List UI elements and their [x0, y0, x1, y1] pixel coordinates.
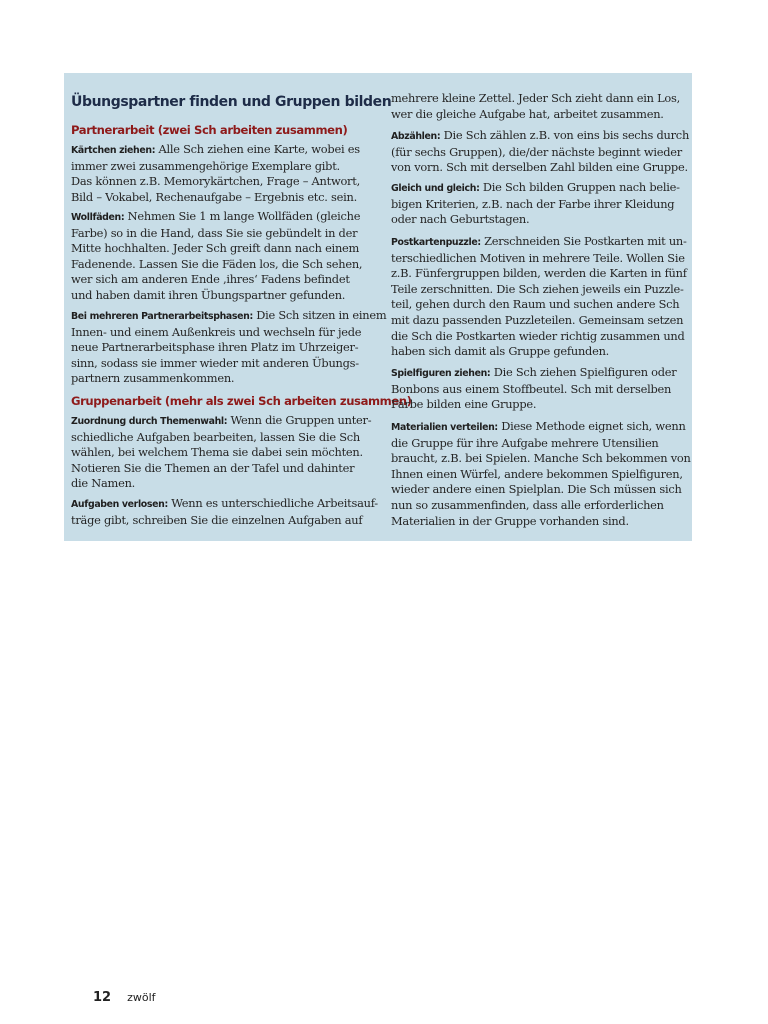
- gruppenarbeit-heading: Gruppenarbeit (mehr als zwei Sch arbeiten zusammen): [71, 394, 412, 408]
- term-label: Gleich und gleich:: [391, 183, 480, 194]
- paragraph-wollfaeden: [71, 209, 373, 304]
- term-text: Die Sch ziehen Spielfiguren oder: [490, 365, 677, 379]
- page-number-word: zwölf: [127, 991, 156, 1004]
- text-line: Fadenende. Lassen Sie die Fäden los, die Sch sehen,: [71, 256, 363, 271]
- text-line: die Gruppe für ihre Aufgabe mehrere Utensilien: [391, 435, 659, 450]
- text-line: die Namen.: [71, 476, 136, 491]
- paragraph-spielfiguren: [391, 365, 687, 413]
- text-line: haben sich damit als Gruppe gefunden.: [391, 344, 610, 359]
- text-line: wer die gleiche Aufgabe hat, arbeitet zusammen.: [391, 106, 664, 121]
- text-line: träge gibt, schreiben Sie die einzelnen Aufgaben auf: [71, 512, 363, 527]
- text-line: oder nach Geburtstagen.: [391, 212, 530, 227]
- page-title: Übungspartner finden und Gruppen bilden: [71, 94, 392, 110]
- page-footer: [93, 990, 156, 1005]
- text-line: Teile zerschnitten. Die Sch ziehen jeweils ein Puzzle-: [391, 281, 684, 296]
- text-line: schiedliche Aufgaben bearbeiten, lassen Sie die Sch: [71, 429, 360, 444]
- text-line: [391, 180, 687, 197]
- partnerarbeit-heading: Partnerarbeit (zwei Sch arbeiten zusammen): [71, 123, 348, 137]
- text-line: [71, 413, 373, 430]
- text-line: Ihnen einen Würfel, andere bekommen Spielfiguren,: [391, 466, 683, 481]
- text-line: Farbe) so in die Hand, dass Sie sie gebündelt in der: [71, 225, 358, 240]
- text-line: wer sich am anderen Ende ‚ihres‘ Fadens befindet: [71, 272, 350, 287]
- text-line: Materialien in der Gruppe vorhanden sind.: [391, 513, 629, 528]
- paragraph-abzaehlen: [391, 128, 690, 176]
- text-line: die Sch die Postkarten wieder richtig zusammen und: [391, 328, 685, 343]
- term-text: Alle Sch ziehen eine Karte, wobei es: [155, 142, 360, 156]
- text-line: (für sechs Gruppen), die/der nächste beginnt wieder: [391, 144, 682, 159]
- paragraph-themenwahl: [71, 413, 373, 492]
- paragraph-postkartenpuzzle: [391, 234, 687, 360]
- text-line: [71, 308, 387, 325]
- text-line: [71, 142, 373, 159]
- term-label: Wollfäden:: [71, 212, 125, 223]
- term-text: Diese Methode eignet sich, wenn: [497, 419, 686, 433]
- term-label: Spielfiguren ziehen:: [391, 368, 491, 379]
- text-line: teil, gehen durch den Raum und suchen andere Sch: [391, 297, 680, 312]
- paragraph-partnerarbeitsphasen: [71, 308, 387, 387]
- page-number: 12: [93, 990, 112, 1005]
- text-line: mit dazu passenden Puzzleteilen. Gemeinsam setzen: [391, 312, 684, 327]
- text-line: [71, 209, 373, 226]
- text-line: Notieren Sie die Themen an der Tafel und dahinter: [71, 460, 355, 475]
- text-line: partnern zusammenkommen.: [71, 371, 235, 386]
- text-line: neue Partnerarbeitsphase ihren Platz im Uhrzeiger-: [71, 340, 359, 355]
- term-text: Wenn die Gruppen unter-: [227, 413, 372, 427]
- term-text: Wenn es unterschiedliche Arbeitsauf-: [167, 496, 378, 510]
- text-line: sinn, sodass sie immer wieder mit anderen Übungs-: [71, 355, 359, 370]
- text-line: und haben damit ihren Übungspartner gefunden.: [71, 287, 346, 302]
- paragraph-materialien: [391, 419, 691, 529]
- term-label: Materialien verteilen:: [391, 422, 498, 433]
- text-line: braucht, z.B. bei Spielen. Manche Sch bekommen von: [391, 451, 691, 466]
- text-line: [71, 496, 378, 513]
- paragraph-aufgaben-verlosen: [71, 496, 378, 528]
- text-line: terschiedlichen Motiven in mehrere Teile. Wollen Sie: [391, 250, 685, 265]
- text-line: z.B. Fünfergruppen bilden, werden die Karten in fünf: [391, 266, 687, 281]
- text-line: immer zwei zusammengehörige Exemplare gibt.: [71, 158, 340, 173]
- text-line: Mitte hochhalten. Jeder Sch greift dann nach einem: [71, 241, 360, 256]
- paragraph-aufgaben-verlosen-cont: [391, 91, 687, 122]
- text-line: von vorn. Sch mit derselben Zahl bilden eine Gruppe.: [391, 160, 688, 175]
- text-line: Bonbons aus einem Stoffbeutel. Sch mit derselben: [391, 381, 672, 396]
- term-label: Bei mehreren Partnerarbeitsphasen:: [71, 311, 253, 322]
- term-text: Zerschneiden Sie Postkarten mit un-: [480, 234, 687, 248]
- text-line: Innen- und einem Außenkreis und wechseln für jede: [71, 324, 362, 339]
- paragraph-kaertchen: [71, 142, 373, 205]
- paragraph-gleich-und-gleich: [391, 180, 687, 228]
- term-text: Die Sch bilden Gruppen nach belie-: [479, 180, 680, 194]
- term-text: Nehmen Sie 1 m lange Wollfäden (gleiche: [124, 209, 361, 223]
- text-line: Bild – Vokabel, Rechenaufgabe – Ergebnis etc. sein.: [71, 189, 357, 204]
- text-line: [391, 128, 690, 145]
- term-label: Zuordnung durch Themenwahl:: [71, 416, 228, 427]
- text-line: nun so zusammenfinden, dass alle erforderlichen: [391, 497, 664, 512]
- text-line: [391, 365, 687, 382]
- term-label: Aufgaben verlosen:: [71, 499, 168, 510]
- text-line: Das können z.B. Memorykärtchen, Frage – Antwort,: [71, 174, 360, 189]
- text-line: [391, 419, 687, 436]
- term-label: Abzählen:: [391, 131, 441, 142]
- term-text: Die Sch sitzen in einem: [252, 308, 387, 322]
- text-line: wieder andere einen Spielplan. Die Sch müssen sich: [391, 482, 682, 497]
- text-line: [391, 234, 687, 251]
- term-label: Postkartenpuzzle:: [391, 237, 481, 248]
- text-line: mehrere kleine Zettel. Jeder Sch zieht dann ein Los,: [391, 91, 681, 105]
- text-line: bigen Kriterien, z.B. nach der Farbe ihrer Kleidung: [391, 196, 675, 211]
- term-text: Die Sch zählen z.B. von eins bis sechs durch: [440, 128, 690, 142]
- text-line: Farbe bilden eine Gruppe.: [391, 397, 537, 412]
- term-label: Kärtchen ziehen:: [71, 145, 156, 156]
- text-line: wählen, bei welchem Thema sie dabei sein möchten.: [71, 445, 363, 460]
- info-box: [64, 73, 692, 541]
